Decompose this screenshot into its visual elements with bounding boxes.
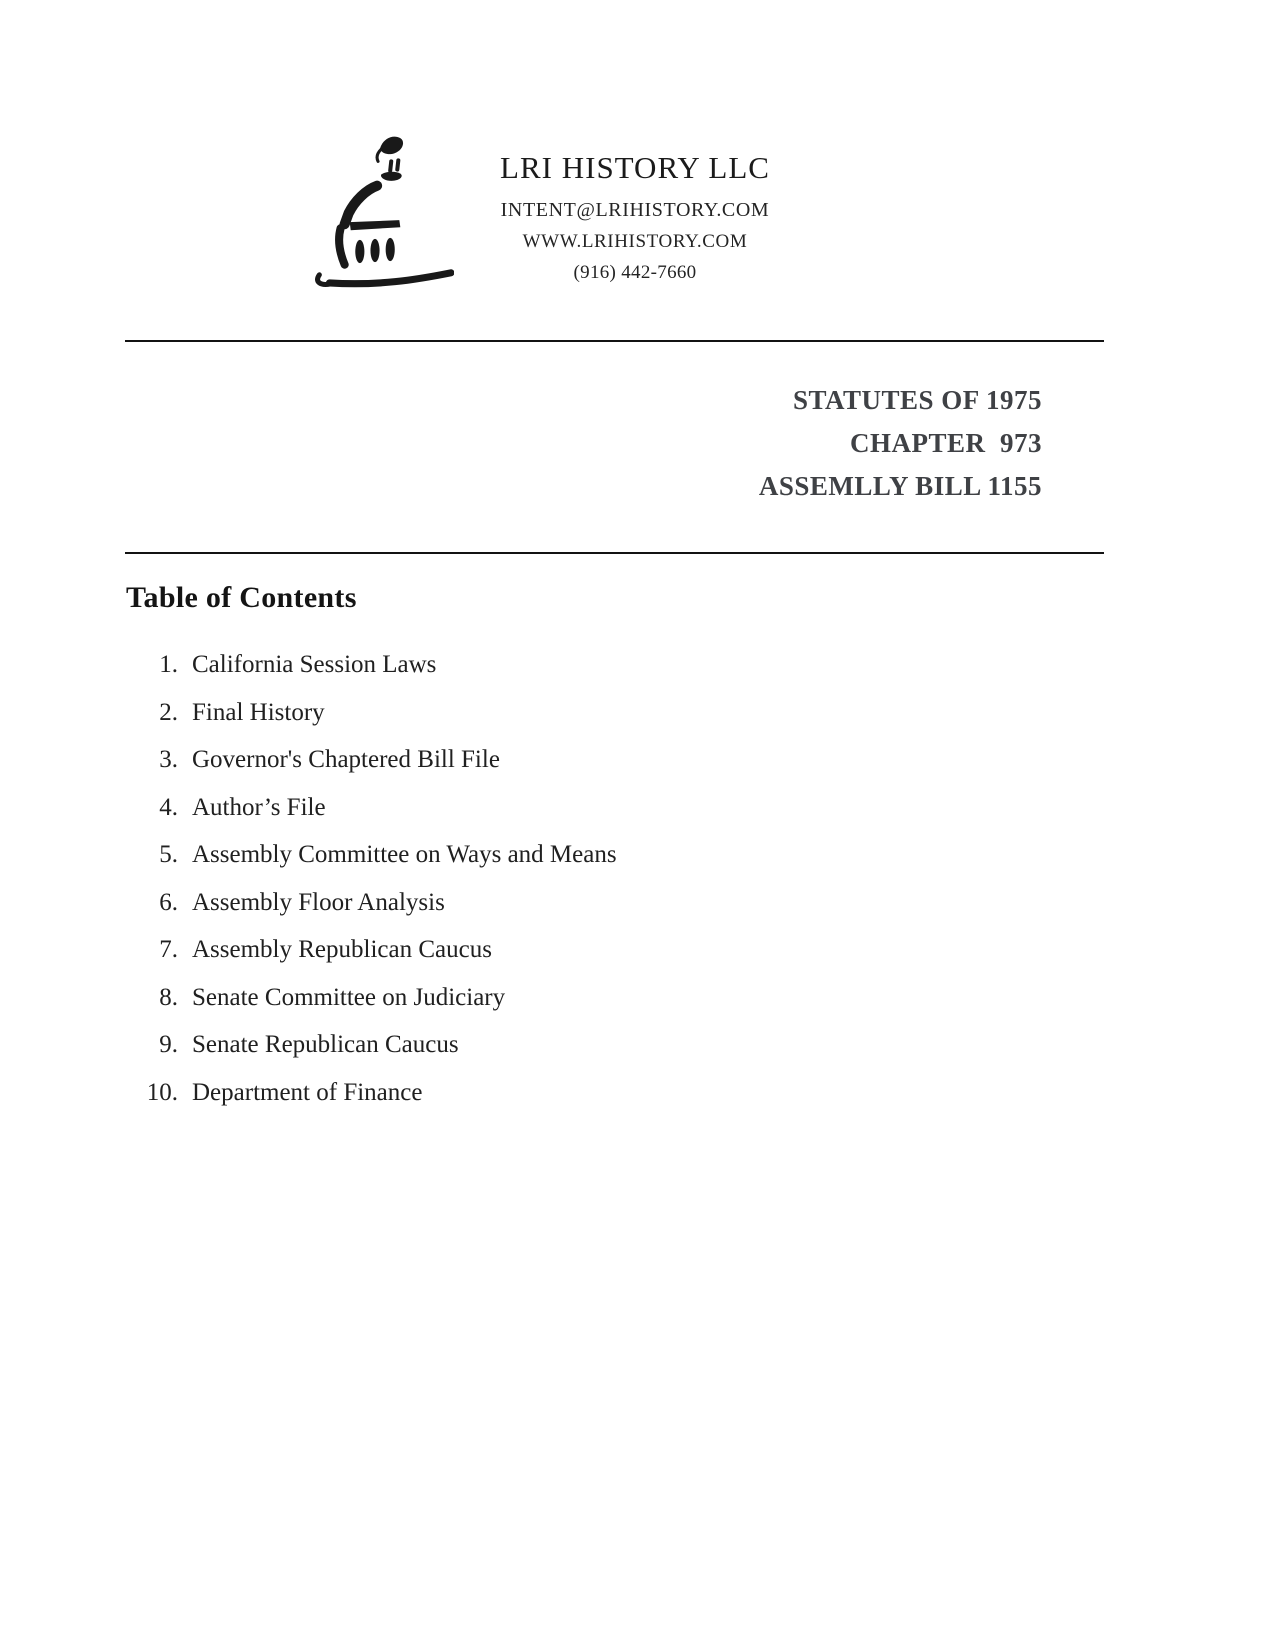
toc-item-number: 4.	[159, 793, 178, 821]
website-text: WWW.LRIHISTORY.COM	[522, 231, 748, 252]
toc-item	[126, 795, 926, 821]
toc-item-label: Assembly Republican Caucus	[192, 936, 492, 963]
toc-item-label: Final History	[192, 698, 325, 726]
capitol-dome-logo	[292, 126, 454, 290]
toc-item	[126, 1080, 926, 1106]
toc-item-number: 1.	[159, 651, 178, 678]
phone-text: (916) 442-7660	[573, 262, 697, 283]
toc-item-label: California Session Laws	[192, 651, 437, 678]
toc-item-number: 7.	[159, 936, 178, 963]
toc-item	[126, 890, 926, 916]
toc-item-label: Governor's Chaptered Bill File	[192, 746, 500, 773]
toc-item	[126, 842, 926, 868]
toc-item-label: Assembly Floor Analysis	[192, 888, 445, 916]
toc-item-label: Department of Finance	[192, 1078, 423, 1106]
statute-line-chapter: CHAPTER 973	[849, 428, 1042, 458]
toc-item	[126, 747, 926, 773]
statute-line-statutes: STATUTES OF 1975	[792, 385, 1042, 415]
toc-list	[126, 652, 926, 1127]
toc-item-number: 3.	[159, 746, 178, 773]
company-name: LRI HISTORY LLC	[500, 150, 770, 185]
toc-heading: Table of Contents	[126, 581, 357, 614]
statute-line-bill: ASSEMLLY BILL 1155	[758, 471, 1042, 501]
toc-item-number: 10.	[146, 1078, 178, 1106]
divider-bottom	[125, 552, 1104, 554]
toc-item-number: 6.	[159, 888, 178, 916]
letterhead	[435, 150, 835, 284]
divider-top	[125, 340, 1104, 342]
toc-item-number: 5.	[159, 841, 178, 868]
toc-item	[126, 937, 926, 963]
statute-title-block	[759, 379, 1042, 508]
toc-item-number: 9.	[159, 1031, 178, 1058]
toc-item-label: Senate Committee on Judiciary	[192, 983, 506, 1011]
toc-item	[126, 985, 926, 1011]
toc-item	[126, 1032, 926, 1058]
toc-item-label: Assembly Committee on Ways and Means	[192, 841, 617, 868]
toc-item-label: Senate Republican Caucus	[192, 1031, 459, 1058]
toc-item-label: Author’s File	[192, 793, 326, 821]
toc-item-number: 8.	[159, 983, 178, 1011]
toc-item-number: 2.	[159, 698, 178, 726]
toc-item	[126, 652, 926, 678]
toc-item	[126, 700, 926, 726]
email-text: INTENT@LRIHISTORY.COM	[500, 199, 770, 221]
capitol-dome-icon	[292, 126, 454, 290]
